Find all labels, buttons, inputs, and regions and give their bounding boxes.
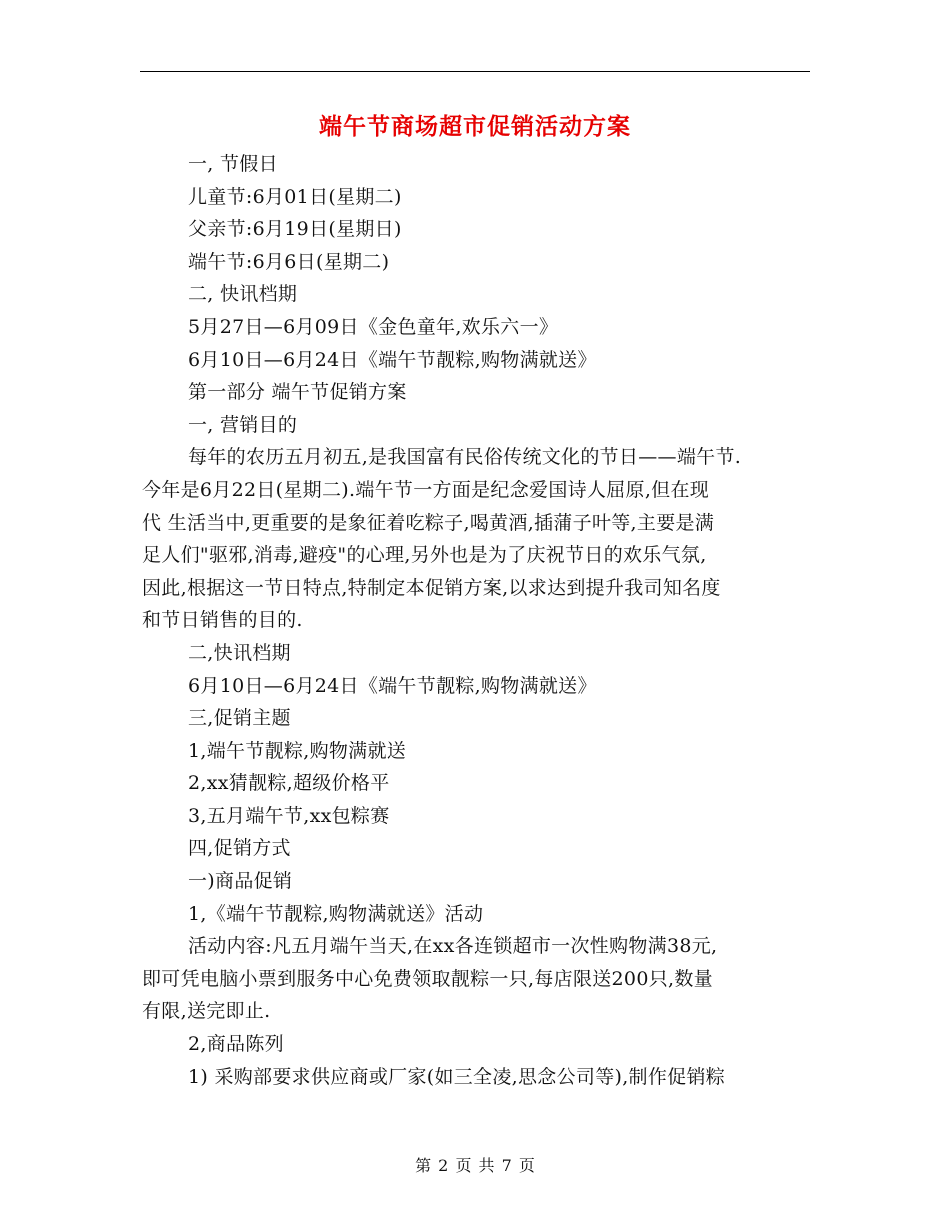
header-rule <box>140 71 810 72</box>
paragraph-line: 活动内容:凡五月端午当天,在xx各连锁超市一次性购物满38元, <box>188 935 718 958</box>
text-line: 1,《端午节靓粽,购物满就送》活动 <box>188 902 484 925</box>
text-line: 二, 快讯档期 <box>188 283 298 306</box>
text-line: 端午节:6月6日(星期二) <box>188 250 390 273</box>
text-line: 一)商品促销 <box>188 870 293 893</box>
section-heading: 第一部分 端午节促销方案 <box>188 381 407 404</box>
text-line: 6月10日—6月24日《端午节靓粽,购物满就送》 <box>188 348 597 371</box>
text-line: 儿童节:6月01日(星期二) <box>188 185 402 208</box>
text-line: 1) 采购部要求供应商或厂家(如三全凌,思念公司等),制作促销粽 <box>188 1065 726 1088</box>
text-line: 3,五月端午节,xx包粽赛 <box>188 804 390 827</box>
text-line: 三,促销主题 <box>188 707 291 730</box>
text-line: 四,促销方式 <box>188 837 291 860</box>
document-body <box>142 148 810 1093</box>
paragraph-line: 每年的农历五月初五,是我国富有民俗传统文化的节日——端午节. <box>188 446 742 469</box>
document-title: 端午节商场超市促销活动方案 <box>319 113 631 140</box>
text-line: 2,商品陈列 <box>188 1033 284 1056</box>
paragraph-line: 和节日销售的目的. <box>142 609 303 632</box>
text-line: 一, 节假日 <box>188 153 278 175</box>
paragraph-line: 足人们"驱邪,消毒,避疫"的心理,另外也是为了庆祝节日的欢乐气氛, <box>142 544 707 567</box>
text-line: 一, 营销目的 <box>188 413 298 436</box>
text-line: 二,快讯档期 <box>188 641 291 664</box>
page-number-footer: 第 2 页 共 7 页 <box>415 1156 535 1175</box>
paragraph-line: 因此,根据这一节日特点,特制定本促销方案,以求达到提升我司知名度 <box>142 576 721 599</box>
paragraph-line: 今年是6月22日(星期二).端午节一方面是纪念爱国诗人屈原,但在现 <box>142 478 710 501</box>
paragraph-line: 有限,送完即止. <box>142 1000 271 1023</box>
text-line: 6月10日—6月24日《端午节靓粽,购物满就送》 <box>188 674 597 697</box>
text-line: 2,xx猜靓粽,超级价格平 <box>188 772 390 795</box>
text-line: 父亲节:6月19日(星期日) <box>188 218 402 241</box>
paragraph-line: 即可凭电脑小票到服务中心免费领取靓粽一只,每店限送200只,数量 <box>142 967 713 990</box>
paragraph-line: 代 生活当中,更重要的是象征着吃粽子,喝黄酒,插蒲子叶等,主要是满 <box>142 511 715 534</box>
text-line: 5月27日—6月09日《金色童年,欢乐六一》 <box>188 315 559 338</box>
text-line: 1,端午节靓粽,购物满就送 <box>188 739 407 762</box>
